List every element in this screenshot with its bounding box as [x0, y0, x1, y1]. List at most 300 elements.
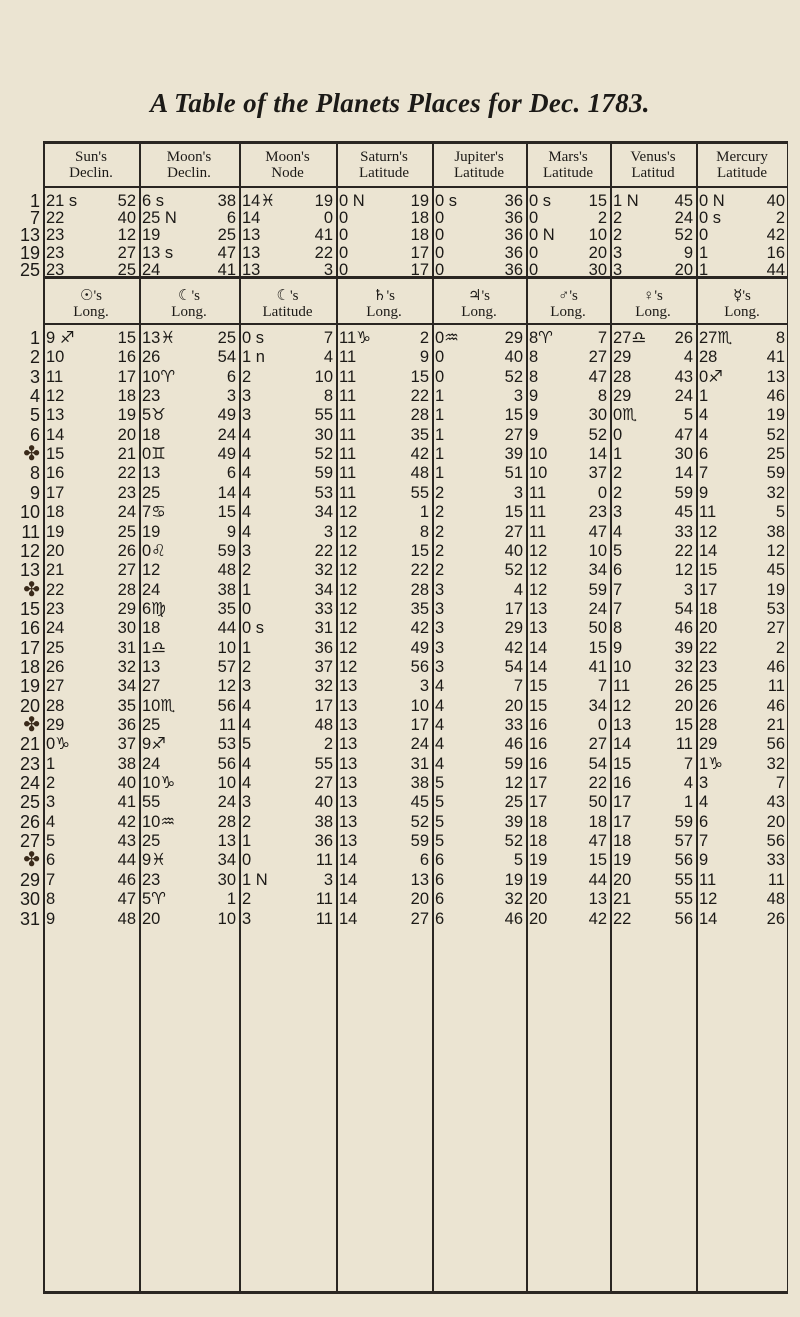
cell-degrees: 28: [613, 367, 632, 386]
cell-minutes: 36: [314, 638, 333, 657]
cell-degrees: 6: [699, 445, 709, 464]
cell-minutes: 37: [117, 735, 136, 754]
lower-cell: [139, 405, 239, 426]
cell-degrees: 5: [46, 832, 56, 851]
cell-minutes: 53: [766, 599, 785, 618]
cell-minutes: 29: [504, 329, 523, 347]
cell-degrees: 10♑: [142, 774, 176, 793]
lower-cell: [526, 734, 610, 755]
cell-minutes: 25: [117, 260, 136, 279]
lower-cell: [696, 560, 788, 581]
cell-degrees: 12: [613, 696, 632, 715]
cell-minutes: 22: [117, 464, 136, 483]
lower-row-number: 15: [19, 598, 40, 619]
lower-cell: [239, 328, 336, 349]
cell-degrees: 16: [529, 754, 548, 773]
cell-minutes: 32: [504, 890, 523, 909]
cell-degrees: 12: [339, 657, 358, 676]
lower-cell: [336, 638, 432, 659]
cell-minutes: 15: [588, 638, 607, 657]
cell-minutes: 40: [504, 541, 523, 560]
cell-degrees: 2: [242, 657, 252, 676]
header-line-2: Declin.: [69, 165, 113, 181]
cell-degrees: 0: [529, 243, 539, 262]
cell-degrees: 4: [699, 425, 709, 444]
lower-cell: [432, 618, 526, 639]
cell-minutes: 7: [597, 329, 607, 347]
cell-degrees: 29: [613, 387, 632, 406]
cell-degrees: 13: [339, 793, 358, 812]
lower-cell: [610, 618, 696, 639]
cell-degrees: 17: [46, 483, 65, 502]
cell-degrees: 1: [242, 638, 252, 657]
lower-cell: [336, 347, 432, 368]
cell-degrees: 6: [435, 909, 445, 928]
cell-degrees: 0: [435, 348, 445, 367]
lower-cell: [610, 773, 696, 794]
cell-minutes: 27: [410, 909, 429, 928]
header-line-1: ☿'s: [733, 288, 751, 304]
cell-degrees: 4: [242, 716, 252, 734]
lower-cell: [526, 676, 610, 697]
cell-minutes: 9: [683, 243, 693, 262]
lower-row-number: 16: [19, 618, 40, 639]
header-line-1: Sun's: [75, 149, 107, 165]
lower-cell: [696, 425, 788, 446]
cell-minutes: 27: [504, 522, 523, 541]
lower-cell: [610, 328, 696, 349]
lower-cell: [432, 831, 526, 852]
upper-cell: [696, 260, 788, 281]
cell-minutes: 42: [410, 619, 429, 638]
cell-degrees: 11: [339, 387, 357, 406]
cell-degrees: 7: [613, 580, 623, 599]
lower-row-number: 18: [19, 656, 40, 677]
cell-degrees: 7: [613, 599, 623, 618]
upper-cell: [43, 260, 139, 281]
cell-degrees: 0 s: [242, 329, 265, 347]
cell-degrees: 21: [46, 561, 65, 580]
lower-header-3: [336, 288, 432, 320]
cell-degrees: 12: [699, 522, 718, 541]
lower-cell: [610, 386, 696, 407]
cell-minutes: 41: [766, 348, 785, 367]
lower-cell: [336, 676, 432, 697]
cell-minutes: 36: [504, 192, 523, 210]
cell-minutes: 2: [597, 209, 607, 228]
cell-minutes: 3: [513, 387, 523, 406]
cell-degrees: 9: [529, 387, 539, 406]
upper-row-number: 7: [29, 208, 40, 229]
cell-degrees: 1: [242, 580, 252, 599]
lower-row-number: 11: [21, 521, 40, 542]
lower-cell: [139, 599, 239, 620]
lower-cell: [336, 850, 432, 871]
cell-minutes: 33: [504, 716, 523, 734]
lower-cell: [43, 405, 139, 426]
cell-minutes: 41: [588, 657, 607, 676]
cell-minutes: 15: [588, 851, 607, 870]
lower-cell: [526, 618, 610, 639]
cell-minutes: 32: [314, 561, 333, 580]
cell-degrees: 10♒: [142, 812, 176, 831]
cell-degrees: 12: [339, 541, 358, 560]
cell-degrees: 19: [142, 522, 161, 541]
cell-minutes: 56: [217, 754, 236, 773]
lower-cell: [696, 909, 788, 930]
lower-cell: [432, 638, 526, 659]
cell-degrees: 6 s: [142, 192, 165, 210]
cell-minutes: 43: [117, 832, 136, 851]
cell-minutes: 27: [117, 243, 136, 262]
lower-cell: [43, 850, 139, 871]
lower-cell: [610, 541, 696, 562]
cell-minutes: 47: [217, 243, 236, 262]
cell-minutes: 35: [117, 696, 136, 715]
header-line-2: Latitude: [359, 165, 409, 181]
lower-cell: [336, 560, 432, 581]
cell-degrees: 1: [699, 243, 709, 262]
header-line-2: Long.: [635, 304, 671, 320]
cell-minutes: 22: [410, 561, 429, 580]
cell-degrees: 13♓: [142, 329, 176, 347]
cell-minutes: 35: [410, 599, 429, 618]
cell-minutes: 48: [766, 890, 785, 909]
cell-degrees: 14: [46, 425, 65, 444]
cell-minutes: 24: [217, 425, 236, 444]
lower-row-number: 8: [29, 463, 40, 484]
lower-cell: [336, 425, 432, 446]
lower-cell: [43, 909, 139, 930]
cell-degrees: 0: [339, 209, 349, 228]
cell-degrees: 14♓: [242, 192, 276, 210]
header-line-1: Saturn's: [360, 149, 408, 165]
cell-degrees: 27♏: [699, 329, 733, 347]
lower-cell: [526, 638, 610, 659]
header-line-1: Venus's: [630, 149, 676, 165]
lower-row-number: 24: [19, 773, 40, 794]
lower-cell: [610, 405, 696, 426]
lower-cell: [43, 715, 139, 736]
lower-cell: [696, 522, 788, 543]
page-title: A Table of the Planets Places for Dec. 1783.: [150, 88, 650, 118]
cell-minutes: 42: [117, 812, 136, 831]
lower-cell: [139, 386, 239, 407]
cell-minutes: 38: [217, 580, 236, 599]
cell-minutes: 4: [683, 774, 693, 793]
lower-cell: [526, 850, 610, 871]
cell-degrees: 11: [699, 503, 717, 522]
cell-degrees: 3: [613, 243, 623, 262]
lower-cell: [43, 657, 139, 678]
upper-header-2: [239, 149, 336, 181]
cell-degrees: 3: [699, 774, 709, 793]
lower-cell: [239, 850, 336, 871]
cell-minutes: 39: [504, 445, 523, 464]
cell-minutes: 27: [766, 619, 785, 638]
cell-minutes: 40: [117, 209, 136, 228]
cell-degrees: 27♎: [613, 329, 647, 347]
cell-minutes: 43: [766, 793, 785, 812]
lower-cell: [432, 870, 526, 891]
cell-minutes: 26: [117, 541, 136, 560]
cell-minutes: 24: [674, 209, 693, 228]
cell-minutes: 3: [683, 580, 693, 599]
lower-cell: [696, 831, 788, 852]
cell-degrees: 0 N: [339, 192, 365, 210]
lower-cell: [336, 444, 432, 465]
lower-cell: [239, 386, 336, 407]
lower-cell: [336, 812, 432, 833]
lower-cell: [432, 328, 526, 349]
cell-minutes: 45: [674, 192, 693, 210]
cell-degrees: 22: [613, 909, 632, 928]
cell-minutes: 13: [588, 890, 607, 909]
cell-minutes: 22: [588, 774, 607, 793]
cell-degrees: 6♍: [142, 599, 166, 618]
lower-cell: [139, 909, 239, 930]
lower-cell: [696, 638, 788, 659]
cell-degrees: 2: [46, 774, 56, 793]
lower-cell: [432, 386, 526, 407]
cell-degrees: 11: [529, 522, 547, 541]
lower-cell: [432, 560, 526, 581]
cell-degrees: 0♑: [46, 735, 70, 754]
cell-minutes: 18: [410, 209, 429, 228]
lower-cell: [610, 522, 696, 543]
cell-minutes: 0: [323, 209, 333, 228]
lower-cell: [239, 696, 336, 717]
cell-minutes: 42: [766, 226, 785, 245]
lower-cell: [696, 599, 788, 620]
lower-row-number: 30: [19, 889, 40, 910]
lower-cell: [432, 889, 526, 910]
lower-row-number: 20: [19, 695, 40, 716]
cell-minutes: 56: [766, 832, 785, 851]
upper-header-3: [336, 149, 432, 181]
cell-minutes: 1: [683, 793, 693, 812]
lower-cell: [336, 386, 432, 407]
cell-minutes: 22: [410, 387, 429, 406]
cell-degrees: 8: [529, 367, 539, 386]
cell-degrees: 29: [699, 735, 718, 754]
cell-minutes: 12: [117, 226, 136, 245]
cell-degrees: 23: [142, 870, 161, 889]
cell-degrees: 2: [242, 367, 252, 386]
cell-degrees: 8: [613, 619, 623, 638]
lower-header-6: [610, 288, 696, 320]
cell-minutes: 52: [314, 445, 333, 464]
table-top-rule: [43, 141, 788, 144]
cell-minutes: 46: [766, 696, 785, 715]
lower-cell: [336, 909, 432, 930]
cell-minutes: 15: [504, 503, 523, 522]
cell-degrees: 13: [339, 677, 358, 696]
cell-degrees: 19: [46, 522, 65, 541]
cell-degrees: 29: [613, 348, 632, 367]
cell-degrees: 5: [435, 832, 445, 851]
cell-minutes: 34: [588, 696, 607, 715]
cell-degrees: 27: [46, 677, 65, 696]
cell-degrees: 18: [46, 503, 65, 522]
cell-degrees: 6: [613, 561, 623, 580]
cell-degrees: 11: [529, 483, 547, 502]
lower-cell: [336, 463, 432, 484]
lower-header-7: [696, 288, 788, 320]
lower-cell: [526, 347, 610, 368]
cell-degrees: 13: [613, 716, 632, 734]
cell-degrees: 22: [46, 580, 65, 599]
cell-minutes: 19: [504, 870, 523, 889]
cell-degrees: 22: [46, 209, 65, 228]
cell-minutes: 52: [410, 812, 429, 831]
cell-minutes: 20: [588, 243, 607, 262]
cell-degrees: 12: [529, 561, 548, 580]
lower-cell: [336, 773, 432, 794]
cell-minutes: 26: [674, 677, 693, 696]
cell-degrees: 0: [435, 260, 445, 279]
cell-minutes: 32: [766, 754, 785, 773]
cell-minutes: 40: [504, 348, 523, 367]
cell-minutes: 57: [674, 832, 693, 851]
lower-cell: [610, 638, 696, 659]
cell-minutes: 39: [674, 638, 693, 657]
cell-degrees: 5♉: [142, 406, 166, 425]
lower-cell: [43, 502, 139, 523]
cell-minutes: 15: [117, 329, 136, 347]
lower-cell: [526, 463, 610, 484]
cell-degrees: 11: [339, 348, 357, 367]
cell-minutes: 28: [410, 580, 429, 599]
cell-degrees: 15: [46, 445, 65, 464]
cell-minutes: 30: [117, 619, 136, 638]
cell-minutes: 6: [226, 367, 236, 386]
cell-degrees: 6: [46, 851, 56, 870]
lower-cell: [432, 773, 526, 794]
cell-degrees: 0: [242, 851, 252, 870]
lower-cell: [610, 560, 696, 581]
cell-degrees: 13: [142, 464, 161, 483]
cell-minutes: 30: [314, 425, 333, 444]
lower-row-number: 21: [19, 734, 40, 755]
cell-minutes: 36: [504, 209, 523, 228]
upper-cell: [526, 260, 610, 281]
cell-minutes: 59: [674, 812, 693, 831]
cell-degrees: 0♌: [142, 541, 166, 560]
cell-degrees: 24: [142, 754, 161, 773]
lower-cell: [43, 831, 139, 852]
cell-degrees: 0: [435, 367, 445, 386]
lower-cell: [432, 580, 526, 601]
lower-cell: [610, 347, 696, 368]
cell-minutes: 59: [766, 464, 785, 483]
cell-degrees: 12: [529, 541, 548, 560]
cell-minutes: 34: [314, 503, 333, 522]
cell-degrees: 0: [435, 226, 445, 245]
sunday-mark-icon: ✤: [23, 443, 40, 466]
header-line-2: Latitud: [631, 165, 675, 181]
lower-cell: [139, 831, 239, 852]
cell-degrees: 17: [529, 793, 548, 812]
cell-minutes: 27: [588, 735, 607, 754]
lower-row-number: 3: [29, 366, 40, 387]
header-line-2: Long.: [171, 304, 207, 320]
cell-minutes: 2: [775, 209, 785, 228]
cell-degrees: 13: [242, 226, 261, 245]
cell-degrees: 3: [242, 677, 252, 696]
cell-minutes: 8: [597, 387, 607, 406]
cell-minutes: 49: [217, 445, 236, 464]
lower-cell: [526, 580, 610, 601]
lower-cell: [43, 870, 139, 891]
cell-minutes: 10: [314, 367, 333, 386]
cell-degrees: 9: [529, 425, 539, 444]
cell-minutes: 37: [588, 464, 607, 483]
cell-degrees: 28: [699, 348, 718, 367]
cell-minutes: 56: [674, 909, 693, 928]
cell-degrees: 14: [339, 851, 358, 870]
cell-degrees: 13: [142, 657, 161, 676]
lower-cell: [43, 580, 139, 601]
cell-degrees: 0 N: [529, 226, 555, 245]
cell-minutes: 23: [588, 503, 607, 522]
lower-cell: [139, 792, 239, 813]
cell-minutes: 20: [117, 425, 136, 444]
cell-degrees: 11: [46, 367, 64, 386]
lower-cell: [696, 405, 788, 426]
cell-degrees: 4: [46, 812, 56, 831]
lower-cell: [336, 618, 432, 639]
cell-degrees: 25: [142, 483, 161, 502]
cell-degrees: 0 s: [529, 192, 552, 210]
cell-minutes: 55: [410, 483, 429, 502]
cell-degrees: 0♏: [613, 406, 637, 425]
cell-minutes: 44: [117, 851, 136, 870]
cell-degrees: 20: [529, 890, 548, 909]
header-line-1: Moon's: [265, 149, 310, 165]
cell-degrees: 0 s: [435, 192, 458, 210]
cell-minutes: 19: [410, 192, 429, 210]
lower-cell: [336, 541, 432, 562]
cell-minutes: 32: [314, 677, 333, 696]
cell-degrees: 4: [613, 522, 623, 541]
cell-minutes: 29: [504, 619, 523, 638]
cell-degrees: 14: [242, 209, 261, 228]
lower-cell: [610, 580, 696, 601]
lower-cell: [239, 792, 336, 813]
cell-degrees: 23: [142, 387, 161, 406]
cell-minutes: 40: [117, 774, 136, 793]
lower-cell: [336, 715, 432, 736]
cell-minutes: 30: [217, 870, 236, 889]
cell-minutes: 39: [504, 812, 523, 831]
cell-degrees: 24: [46, 619, 65, 638]
cell-degrees: 2: [613, 464, 623, 483]
cell-minutes: 6: [226, 464, 236, 483]
lower-cell: [610, 909, 696, 930]
header-line-2: Long.: [724, 304, 760, 320]
lower-cell: [239, 889, 336, 910]
cell-minutes: 40: [314, 793, 333, 812]
cell-degrees: 7: [699, 464, 709, 483]
lower-cell: [526, 657, 610, 678]
cell-minutes: 33: [674, 522, 693, 541]
lower-cell: [139, 522, 239, 543]
cell-minutes: 55: [314, 754, 333, 773]
lower-cell: [526, 831, 610, 852]
cell-degrees: 1 N: [242, 870, 268, 889]
cell-degrees: 14: [339, 909, 358, 928]
